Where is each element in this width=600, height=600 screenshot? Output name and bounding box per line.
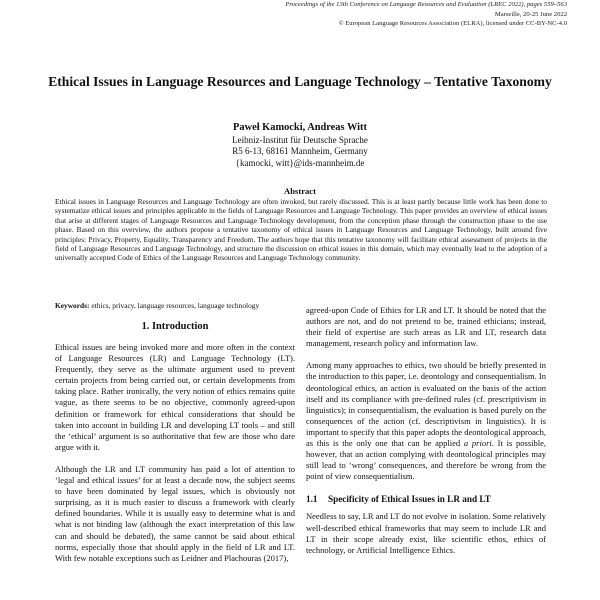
intro-paragraph-4-start: Among many approaches to ethics, two should be briefly presented in the introduction to this paper, i.e. deontology and consequentialism. In deontological ethics, an action is evaluated on the basis of the action itself and its compliance with pre-defined rules (cf. prescriptivism in linguistics); in consequentialism, the evaluation is based purely on the consequences of the action (cf. descriptivism in linguistics). It is important to specify that this paper adopts the deontological approach, as this is the only one that can be applied (306, 360, 546, 449)
intro-paragraph-3: agreed-upon Code of Ethics for LR and LT. It should be noted that the authors are not, and do not pretend to be, trained ethicians; instead, their field of expertise are such areas as LR and LT, research data management, research policy and information law. (306, 305, 546, 349)
proceedings-header (237, 0, 567, 29)
left-column (55, 320, 295, 575)
address: R5 6-13, 68161 Mannheim, Germany (232, 146, 368, 157)
keywords-label: Keywords: (55, 301, 90, 310)
keywords-text: ethics, privacy, language resources, language technology (91, 301, 260, 310)
abstract-heading: Abstract (284, 186, 316, 196)
author-block (0, 122, 600, 169)
intro-paragraph-4-end: . It is possible, however, that an action complying with deontological principles may still lead to ‘wrong’ consequences, and therefore be wrong from the point of view consequentialism. (306, 438, 546, 482)
author-names: Paweł Kamocki, Andreas Witt (233, 122, 367, 133)
intro-paragraph-4 (306, 360, 546, 482)
affiliation: Leibniz-Institut für Deutsche Sprache (232, 134, 368, 145)
subsection-number: 1.1 (306, 494, 318, 505)
intro-paragraph-2: Although the LR and LT community has paid a lot of attention to ‘legal and ethical issues’ for at least a decade now, the subject seems to have been dominated by legal issues, which is obviously not surprising, as it is much easier to discuss a framework with clearly defined boundaries. While it is usually easy to determine what is and what is not binding law (although the exact interpretation of this law can and should be debated), the same cannot be said about ethical norms, especially those that should apply in the field of LR and LT. With few notable exceptions such as Leidner and Plachouras (2017), (55, 463, 295, 563)
proceedings-line: Proceedings of the 13th Conference on Language Resources and Evaluation (LREC 2022), pages 559–563 (285, 1, 567, 8)
a-priori-term: a priori (463, 438, 492, 449)
section-heading-introduction: 1. Introduction (141, 321, 209, 332)
intro-paragraph-1: Ethical issues are being invoked more and more often in the context of Language Resources (LR) and Language Technology (LT). Frequently, they serve as the ultimate argument used to prevent certain projects from being carried out, or certain developments from taking place. Rather ironically, the very notion of ethics remains quite vague, as there seems to be no objective, commonly agreed-upon definition or framework for ethical considerations that should be taken into account in building LR and developing LT tools – and still the ‘ethical’ argument is so authoritative that few are those who dare argue with it. (55, 342, 295, 452)
subsection-heading (306, 493, 546, 505)
abstract-text: Ethical issues in Language Resources and Language Technology are often invoked, but rarely discussed. This is at least partly because little work has been done to systematize ethical issues and principles applicable in the fields of Language Resources and Language Technology. This paper provides an overview of ethical issues that arise at different stages of Language Resources and Language Technology development, from the conception phase through the construction phase to the use phase. Based on this overview, the authors propose a tentative taxonomy of ethical issues in Language Resources and Language Technology, built around five principles: Privacy, Property, Equality, Transparency and Freedom. The authors hope that this tentative taxonomy will facilitate ethical assessment of projects in the field of Language Resources and Language Technology, and structure the discussion on ethical issues in this domain, which may eventually lead to the adoption of a universally accepted Code of Ethics of the Language Resources and Language Technology community. (55, 197, 547, 263)
paper-title: Ethical Issues in Language Resources and Language Technology – Tentative Taxonomy (48, 74, 552, 89)
subsection-title: Specificity of Ethical Issues in LR and LT (328, 494, 491, 505)
email: {kamocki, witt}@ids-mannheim.de (235, 157, 365, 168)
license-line: © European Language Resources Association (ELRA), licensed under CC-BY-NC-4.0 (338, 20, 567, 28)
location-line: Marseille, 20-25 June 2022 (494, 10, 567, 18)
right-column (306, 305, 546, 567)
subsection-paragraph-1: Needless to say, LR and LT do not evolve in isolation. Some relatively well-described ethical frameworks that may seem to include LR and LT in their scope already exist, like scientific ethos, ethics of technology, or Artificial Intelligence Ethics. (306, 511, 546, 555)
